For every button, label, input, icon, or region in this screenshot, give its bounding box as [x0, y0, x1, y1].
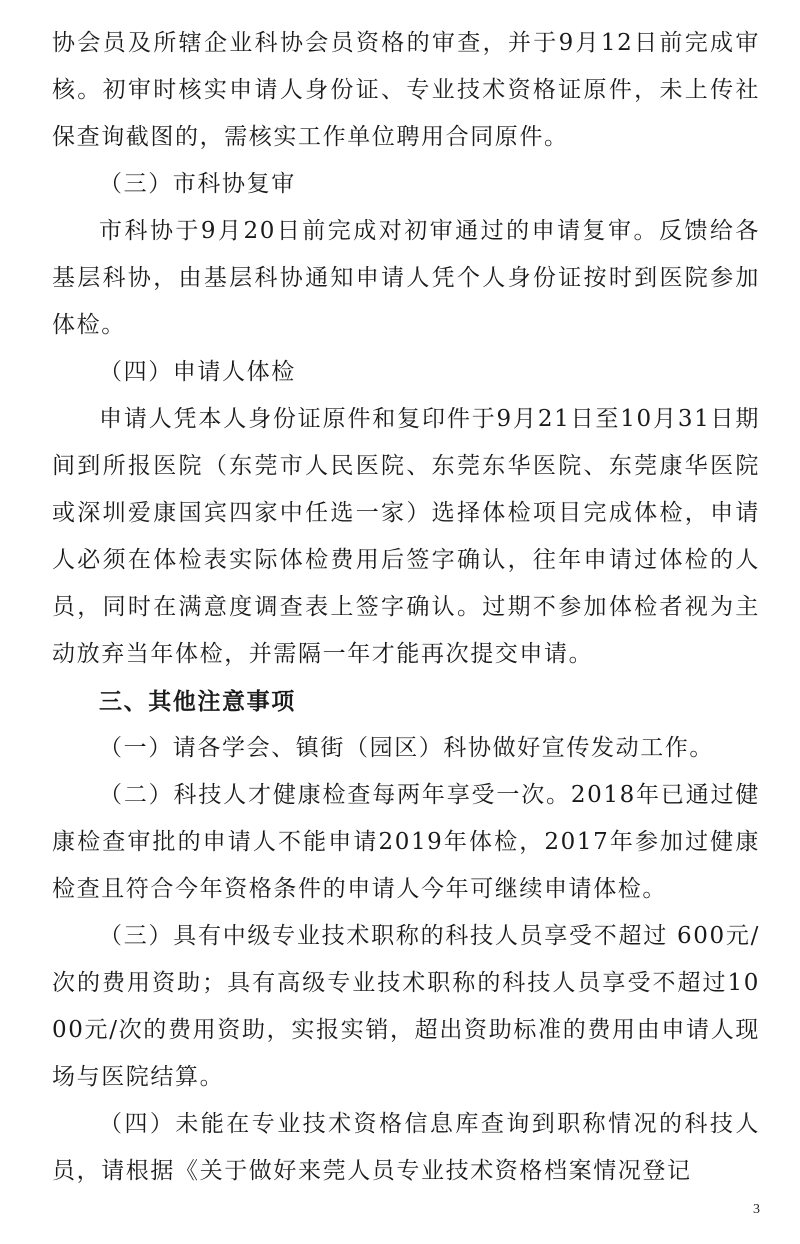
- subheading-municipal-review: （三）市科协复审: [99, 171, 296, 197]
- subheading-applicant-checkup: （四）申请人体检: [99, 359, 296, 385]
- paragraph-note-1: （一）请各学会、镇街（园区）科协做好宣传发动工作。: [99, 735, 714, 761]
- paragraph-municipal-review: 市科协于9月20日前完成对初审通过的申请复审。反馈给各基层科协，由基层科协通知申请人凭个人身份证按时到医院参加体检。: [52, 218, 760, 338]
- section-heading-other-notes: 三、其他注意事项: [99, 688, 296, 715]
- paragraph-note-3: （三）具有中级专业技术职称的科技人员享受不超过 600元/次的费用资助；具有高级专业技术职称的科技人员享受不超过1000元/次的费用资助，实报实销，超出资助标准的费用由申请人现场与医院结算。: [52, 923, 760, 1090]
- paragraph-note-4: （四）未能在专业技术资格信息库查询到职称情况的科技人员，请根据《关于做好来莞人员专业技术资格档案情况登记: [52, 1111, 760, 1184]
- document-body: [52, 20, 760, 1195]
- paragraph-continuation: 协会员及所辖企业科协会员资格的审查，并于9月12日前完成审核。初审时核实申请人身份证、专业技术资格证原件，未上传社保查询截图的，需核实工作单位聘用合同原件。: [52, 30, 760, 150]
- paragraph-note-2: （二）科技人才健康检查每两年享受一次。2018年已通过健康检查审批的申请人不能申请2019年体检，2017年参加过健康检查且符合今年资格条件的申请人今年可继续申请体检。: [52, 782, 760, 902]
- page-number: 3: [753, 1202, 760, 1217]
- paragraph-applicant-checkup: 申请人凭本人身份证原件和复印件于9月21日至10月31日期间到所报医院（东莞市人民医院、东莞东华医院、东莞康华医院或深圳爱康国宾四家中任选一家）选择体检项目完成体检，申请人必须在体检表实际体检费用后签字确认，往年申请过体检的人员，同时在满意度调查表上签字确认。过期不参加体检者视为主动放弃当年体检，并需隔一年才能再次提交申请。: [52, 406, 760, 667]
